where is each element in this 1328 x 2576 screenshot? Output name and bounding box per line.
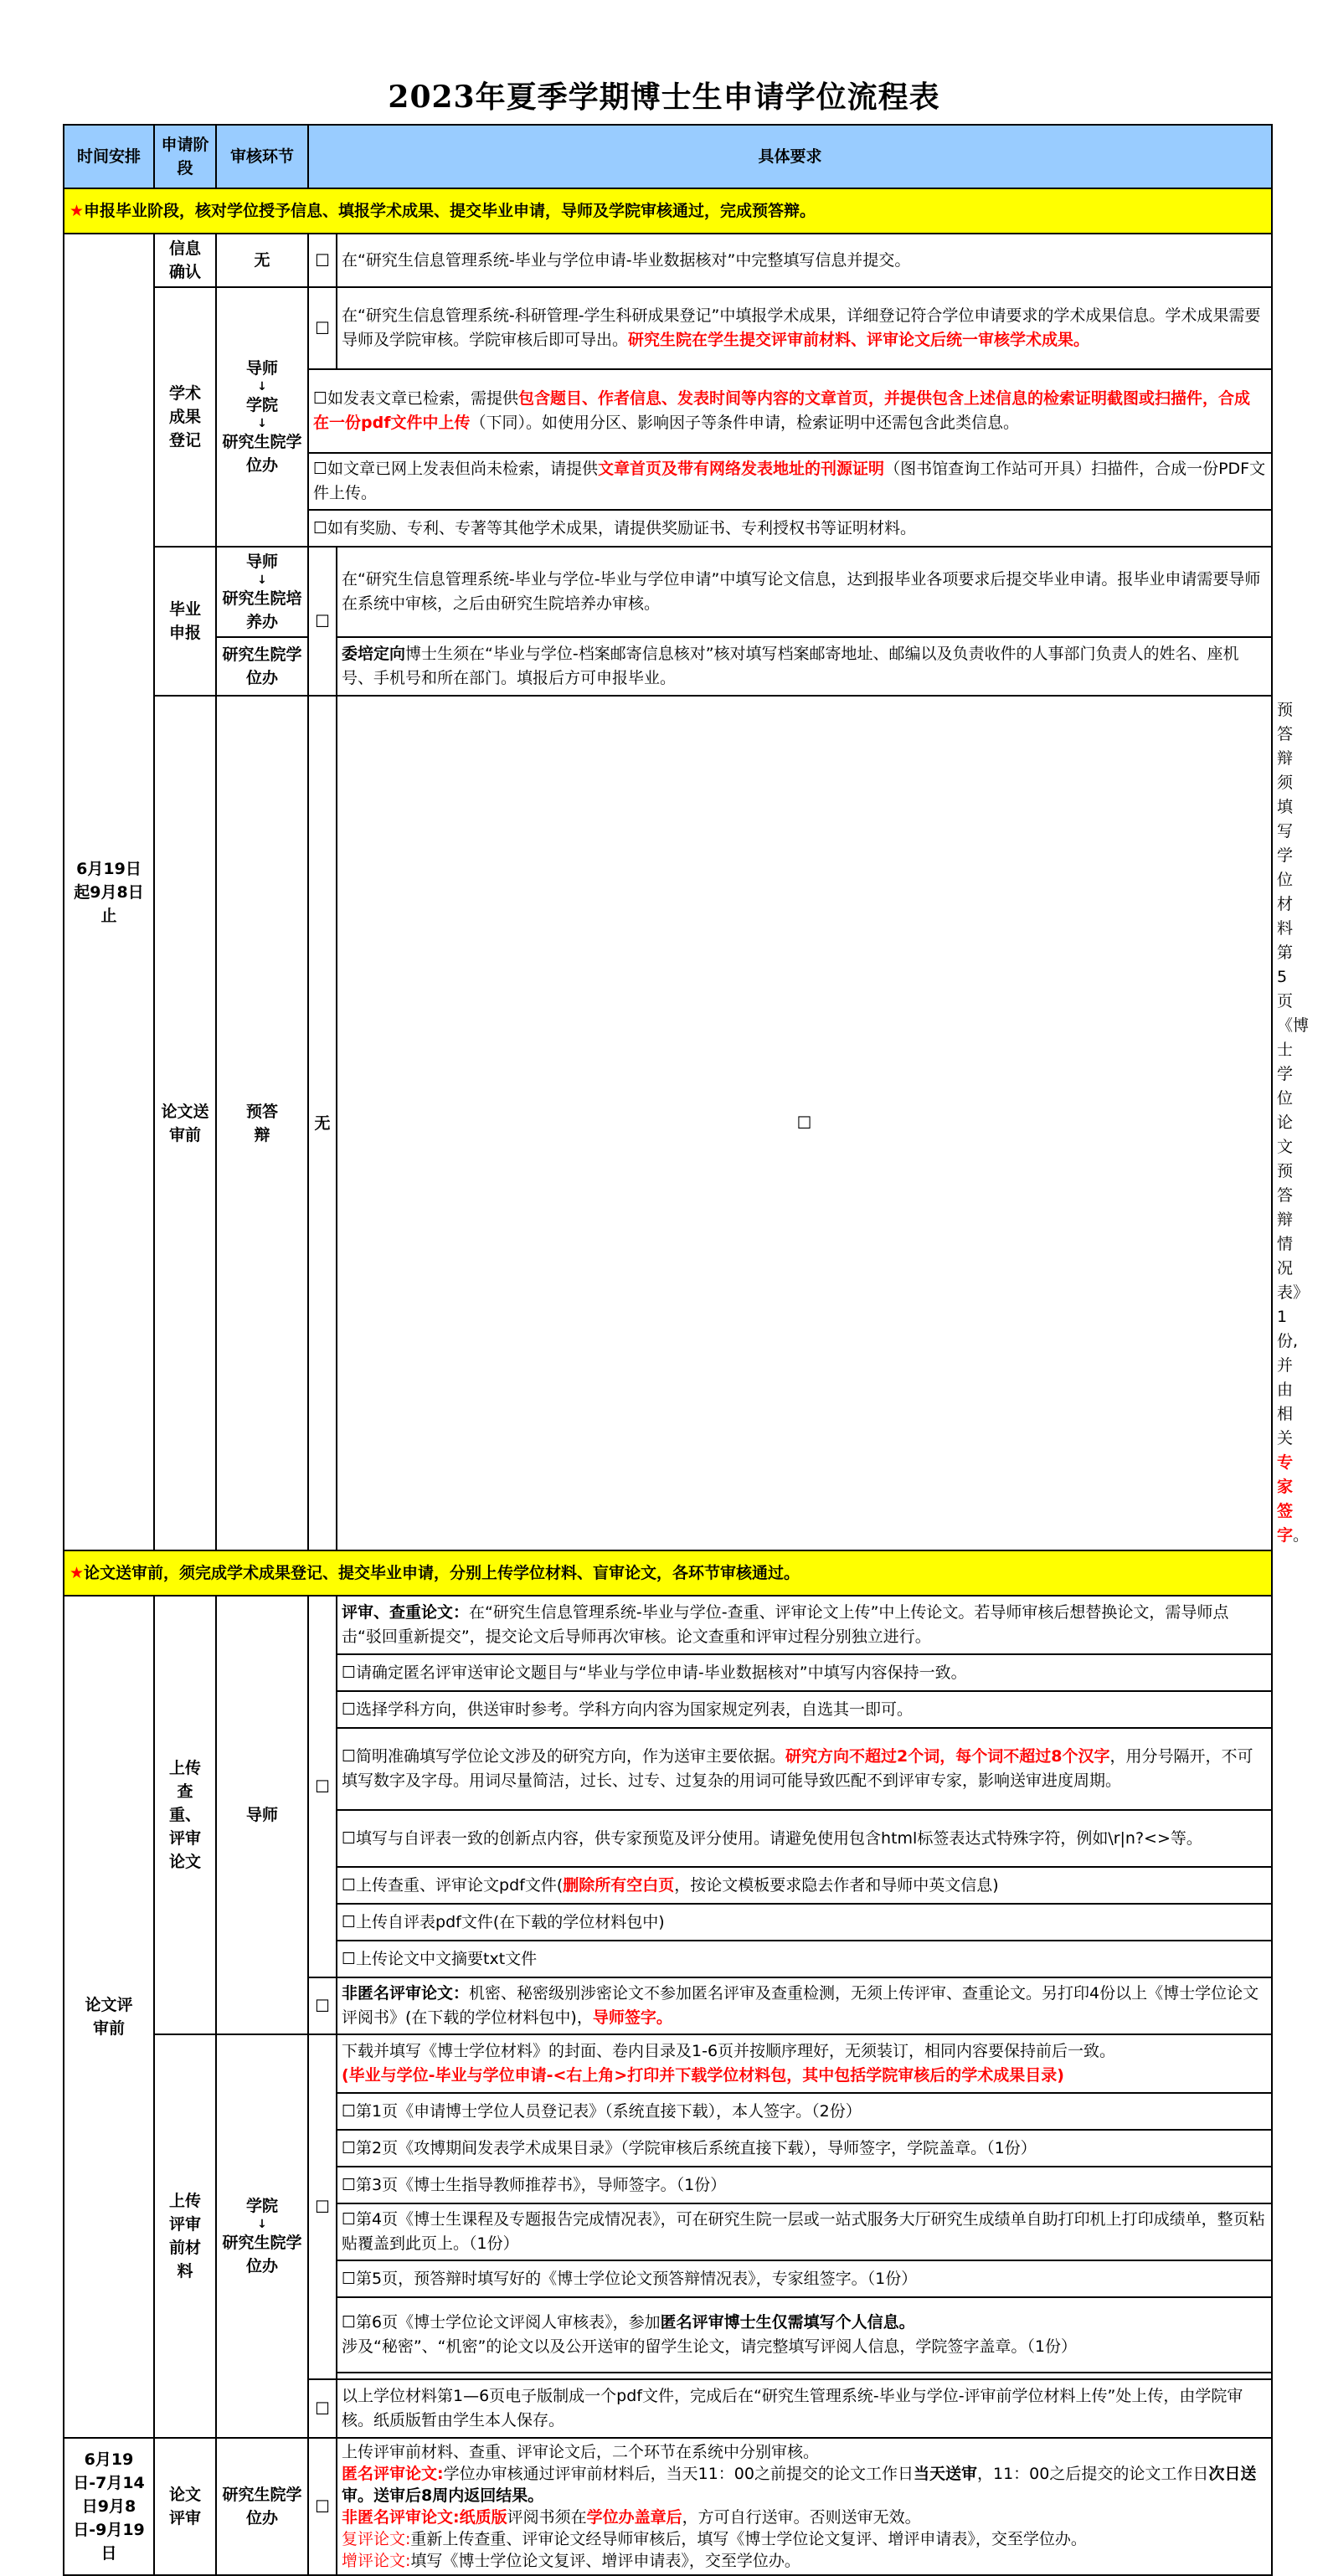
review-advisor: 导师 [245,359,278,378]
review-cell [216,2438,308,2575]
requirement-text: ☐第6页《博士学位论文评阅人审核表》，参加 [342,2313,661,2332]
stage-cell [154,1596,216,2034]
stage-cell [216,696,308,1550]
requirement-cell: ☐第1页《申请博士学位人员登记表》（系统直接下载），本人签字。（2份） [337,2093,1272,2130]
requirement-text: （图书馆查询工作站可开具）扫描件，合成一份PDF文件上传。 [313,460,1266,502]
review-cell: 无 [216,234,308,287]
review-degree-office: 研究生院学位办 [222,645,302,687]
requirement-text: 预答辩须填写学位材料第5页《博士学位论文预答辩情况表》1份,并由相关 [1277,701,1310,1447]
stage-cell [154,2034,216,2438]
time-label: 6月19日-7月14日9月8日-9月19日 [73,2450,145,2563]
requirement-text: ，用分号隔开，不可填写数字及字母。用词尽量简洁，过长、过专、过复杂的用词可能导致匹配不到评审专家，影响送审进度周期。 [342,1747,1253,1790]
requirement-text: 评阅书须在 [507,2508,587,2527]
checkbox[interactable]: ☐ [308,2438,337,2575]
stage-info-confirm: 信息确认 [169,239,202,281]
header-review: 审核环节 [216,125,308,188]
requirement-highlight: 包含题目、作者信息、发表时间等内容的文章首页，并提供包含上述信息的检索证明截图或扫描件，合成在一份pdf文件中上传 [313,389,1251,432]
table-row [64,1596,1272,1654]
requirement-cell: ☐如有奖励、专利、专著等其他学术成果，请提供奖励证书、专利授权书等证明材料。 [308,510,1272,547]
checkbox[interactable]: ☐ [308,1977,337,2034]
requirement-cell: 在“研究生信息管理系统-毕业与学位申请-毕业数据核对”中完整填写信息并提交。 [337,234,1272,287]
requirement-label: 非匿名评审论文： [342,1984,470,2003]
table-row [64,287,1272,369]
stage-upload-material: 上传评审前材料 [169,2192,202,2280]
process-table [63,124,1310,2576]
stage-upload-thesis: 上传查重、评审论文 [169,1759,202,1871]
requirement-highlight: 增评论文: [342,2552,411,2570]
page-title: 2023年夏季学期博士生申请学位流程表 [388,80,940,115]
requirement-highlight: 研究方向不超过2个词，每个词不超过8个汉字 [785,1747,1110,1766]
checkbox[interactable]: ☐ [308,2379,337,2438]
requirement-text: ，11：00之后提交的论文工作日 [976,2465,1209,2483]
requirement-cell: ☐请确定匿名评审送审论文题目与“毕业与学位申请-毕业数据核对”中填写内容保持一致。 [337,1654,1272,1691]
requirement-cell: ☐第5页，预答辩时填写好的《博士学位论文预答辩情况表》，专家组签字。（1份） [337,2260,1272,2297]
requirement-highlight: 学位办盖章后 [586,2508,682,2527]
stage-pre-defense: 预答辩 [246,1102,279,1144]
requirement-cell [337,2297,1272,2373]
arrow-down-icon: ↓ [257,380,267,393]
table-row [64,2034,1272,2093]
requirement-text: 上传评审前材料、查重、评审论文后，二个环节在系统中分别审核。 [342,2443,820,2461]
banner-declare-stage [64,188,1272,234]
banner-text: 申报毕业阶段，核对学位授予信息、填报学术成果、提交毕业申请，导师及学院审核通过，完成预答辩。 [84,201,816,220]
header-time: 时间安排 [64,125,154,188]
arrow-down-icon: ↓ [257,417,267,430]
banner-row [64,188,1272,234]
requirement-cell [337,1977,1272,2034]
requirement-highlight: 研究生院在学生提交评审前材料、评审论文后统一审核学术成果。 [628,331,1090,349]
requirement-cell: ☐选择学科方向，供送审时参考。学科方向内容为国家规定列表，自选其一即可。 [337,1691,1272,1728]
table-row [64,696,1272,1550]
requirement-highlight: 专家签字 [1277,1453,1294,1545]
table-row [64,234,1272,287]
review-cell: 导师 [216,1596,308,2034]
requirement-text: 机密、秘密级别涉密论文不参加匿名评审及查重检测，无须上传评审、查重论文。另打印4份以上《博士学位论文评阅书》(在下载的学位材料包中)， [342,1984,1259,2027]
requirement-cell [337,2034,1272,2093]
requirement-highlight: 删除所有空白页 [563,1875,675,1895]
checkbox[interactable]: ☐ [308,234,337,287]
review-cell [216,547,308,637]
requirement-text: ☐简明准确填写学位论文涉及的研究方向，作为送审主要依据。 [342,1747,786,1766]
requirement-text: 在“研究生信息管理系统-科研管理-学生科研成果登记”中填报学术成果，详细登记符合学位申请要求的学术成果信息。学术成果需要导师及学院审核。学院审核后即可导出。 [342,306,1261,349]
requirement-text: ，方可自行送审。否则送审无效。 [682,2508,921,2527]
requirement-cell [337,287,1272,369]
requirement-text: ，按论文模板要求隐去作者和导师中英文信息) [674,1875,999,1895]
requirement-cell: 以上学位材料第1—6页电子版制成一个pdf文件，完成后在“研究生管理系统-毕业与学位-评审前学位材料上传”处上传，由学院审核。纸质版暂由学生本人保存。 [337,2379,1272,2438]
banner-row [64,1550,1272,1596]
table-row [64,637,1272,696]
requirement-highlight: 复评论文: [342,2530,411,2548]
requirement-cell: ☐第3页《博士生指导教师推荐书》，导师签字。（1份） [337,2167,1272,2203]
header-stage [154,125,216,188]
requirement-text: 博士生须在“毕业与学位-档案邮寄信息核对”核对填写档案邮寄地址、邮编以及负责收件的人事部门负责人的姓名、座机号、手机号和所在部门。填报后方可申报毕业。 [342,645,1239,687]
review-degree-office: 研究生院学位办 [222,2486,302,2527]
table-row [64,2438,1272,2575]
requirement-label: 次日送审。送审后8周内返回结果。 [342,2465,1257,2505]
requirement-text: （下同）。如使用分区、影响因子等条件申请，检索证明中还需包含此类信息。 [470,414,1019,432]
header-requirements: 具体要求 [308,125,1272,188]
arrow-down-icon: ↓ [257,573,267,587]
checkbox[interactable]: ☐ [308,547,337,696]
requirement-highlight: 匿名评审论文: [342,2465,444,2483]
requirement-cell [337,2438,1272,2575]
requirement-label: 评审、查重论文： [342,1603,470,1622]
requirement-cell: ☐上传自评表pdf文件(在下载的学位材料包中) [337,1904,1272,1941]
checkbox[interactable]: ☐ [308,2034,337,2379]
banner-pre-review [64,1550,1272,1596]
requirement-label: 当天送审 [913,2465,977,2483]
time-cell [64,234,154,1550]
requirement-cell [337,637,1272,696]
requirement-text: 在“研究生信息管理系统-毕业与学位-查重、评审论文上传”中上传论文。若导师审核后想替换论文，需导师点击“驳回重新提交”，提交论文后导师再次审核。论文查重和评审过程分别独立进行。 [342,1603,1229,1646]
requirement-text: ☐上传查重、评审论文pdf文件( [342,1875,564,1895]
stage-cell [154,287,216,547]
requirement-text: ☐如文章已网上发表但尚未检索，请提供 [313,460,599,478]
review-college: 学院 [245,396,278,414]
table-row [64,547,1272,637]
requirement-highlight: 文章首页及带有网络发表地址的刊源证明 [598,460,885,478]
requirement-text: 下载并填写《博士学位材料》的封面、卷内目录及1-6页并按顺序理好，无须装订，相同内容要保持前后一致。 [342,2042,1116,2060]
requirement-label: 匿名评审博士生仅需填写个人信息。 [660,2313,915,2332]
requirement-cell [308,453,1272,510]
time-label: 论文送审前 [161,1102,209,1144]
time-label: 6月19日起9月8日止 [74,859,144,925]
requirement-text: ☐如发表文章已检索，需提供 [313,389,519,408]
review-cell [216,287,308,547]
requirement-text: 。 [1293,1526,1310,1545]
requirement-text: 涉及“秘密”、“机密”的论文以及公开送审的留学生论文，请完整填写评阅人信息，学院签字盖章。（1份） [342,2337,1077,2356]
requirement-highlight: 非匿名评审论文:纸质版 [342,2508,507,2527]
requirement-text: 重新上传查重、评审论文经导师审核后，填写《博士学位论文复评、增评申请表》，交至学位办。 [410,2530,1087,2548]
requirement-text: 填写《博士学位论文复评、增评申请表》，交至学位办。 [410,2552,800,2570]
stage-achievement: 学术成果登记 [169,384,202,450]
time-label: 论文评审前 [85,1996,133,2038]
review-college: 学院 [245,2197,278,2215]
star-icon: ★ [69,201,85,220]
requirement-cell: ☐填写与自评表一致的创新点内容，供专家预览及评分使用。请避免使用包含html标签表达式特殊字符，例如\r|n?<>等。 [337,1810,1272,1867]
arrow-down-icon: ↓ [257,2218,267,2231]
spacer-cell [337,2373,1272,2379]
time-cell [64,2438,154,2575]
checkbox[interactable]: ☐ [337,696,1272,1550]
time-cell [154,696,216,1550]
requirement-cell [337,1728,1272,1810]
requirement-cell [337,1867,1272,1904]
requirement-cell: ☐第4页《博士生课程及专题报告完成情况表》，可在研究生院一层或一站式服务大厅研究生成绩单自助打印机上打印成绩单，整页粘贴覆盖到此页上。（1份） [337,2203,1272,2260]
requirement-highlight: (毕业与学位-毕业与学位申请-<右上角>打印并下载学位材料包，其中包括学院审核后的学术成果目录) [342,2066,1064,2085]
review-training-office: 研究生院培养办 [222,589,302,631]
requirement-cell: ☐上传论文中文摘要txt文件 [337,1941,1272,1977]
header-stage-label: 申请阶段 [161,136,209,177]
review-cell: 无 [308,696,337,1550]
checkbox[interactable]: ☐ [308,287,337,369]
stage-cell [154,2438,216,2575]
review-advisor: 导师 [245,553,278,571]
requirement-label: 委培定向 [342,645,406,663]
banner-text: 论文送审前，须完成学术成果登记、提交毕业申请，分别上传学位材料、盲审论文，各环节审核通过。 [84,1563,800,1582]
review-degree-office: 研究生院学位办 [222,433,302,475]
requirement-cell: ☐第2页《攻博期间发表学术成果目录》（学院审核后系统直接下载），导师签字，学院盖章。（1份） [337,2130,1272,2167]
stage-cell [154,547,216,696]
time-cell [64,1596,154,2438]
requirement-highlight: 导师签字。 [592,2008,672,2027]
review-degree-office: 研究生院学位办 [222,2234,302,2275]
stage-cell [154,234,216,287]
requirement-cell: 在“研究生信息管理系统-毕业与学位-毕业与学位申请”中填写论文信息，达到报毕业各项要求后提交毕业申请。报毕业申请需要导师在系统中审核，之后由研究生院培养办审核。 [337,547,1272,637]
star-icon: ★ [69,1563,85,1582]
checkbox[interactable]: ☐ [308,1596,337,1977]
requirement-cell [308,369,1272,453]
stage-graduation: 毕业申报 [169,600,202,642]
review-cell [216,2034,308,2438]
requirement-text: 学位办审核通过评审前材料后，当天11：00之前提交的论文工作日 [443,2465,914,2483]
requirement-cell [337,1596,1272,1654]
table-header-row [64,125,1272,188]
review-cell [216,637,308,696]
stage-thesis-review: 论文评审 [169,2486,202,2527]
